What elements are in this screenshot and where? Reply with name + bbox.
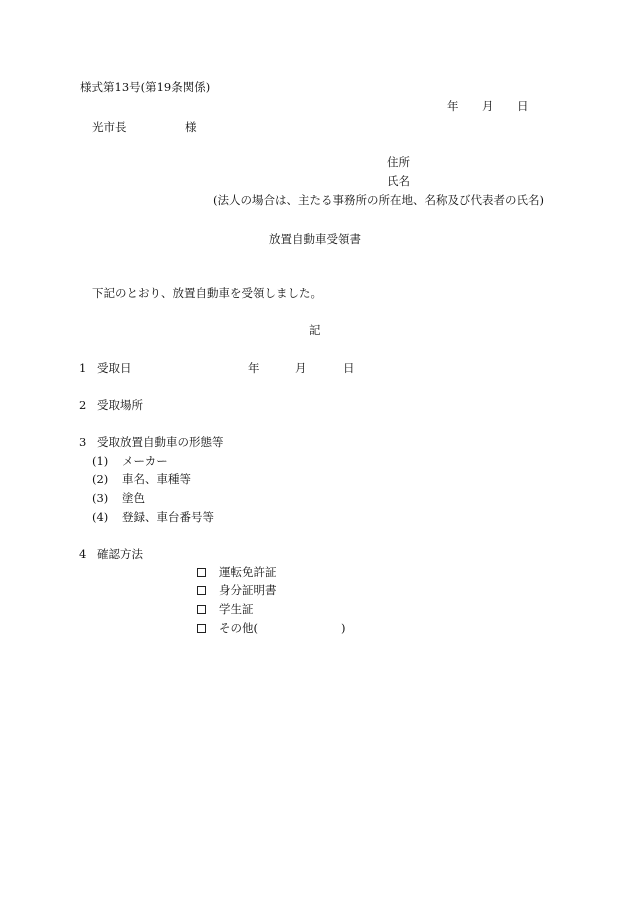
item3-label: 受取放置自動車の形態等 xyxy=(97,435,224,449)
item3-sub2-label: 車名、車種等 xyxy=(122,472,191,486)
item3-sub2-number: (2) xyxy=(92,472,109,486)
checkbox-drivers-license[interactable] xyxy=(197,568,206,577)
item2-number: 2 xyxy=(79,398,87,412)
option-drivers-license-label: 運転免許証 xyxy=(219,565,277,579)
recipient-name: 光市長 xyxy=(92,120,127,134)
item1-month-label: 月 xyxy=(295,361,307,375)
item4-number: 4 xyxy=(79,547,87,561)
option-id-certificate-label: 身分証明書 xyxy=(219,583,277,597)
item1-day-label: 日 xyxy=(343,361,355,375)
checkbox-other[interactable] xyxy=(197,624,206,633)
item4-label: 確認方法 xyxy=(97,547,143,561)
document-title: 放置自動車受領書 xyxy=(269,232,361,246)
date-year-label: 年 xyxy=(447,99,459,113)
ki-label: 記 xyxy=(309,323,321,337)
corporate-note: (法人の場合は、主たる事務所の所在地、名称及び代表者の氏名) xyxy=(213,193,544,207)
statement-text: 下記のとおり、放置自動車を受領しました。 xyxy=(92,286,322,300)
item3-sub4-label: 登録、車台番号等 xyxy=(122,510,214,524)
item3-sub4-number: (4) xyxy=(92,510,109,524)
item3-sub3-number: (3) xyxy=(92,491,109,505)
name-label: 氏名 xyxy=(387,174,410,188)
item2-label: 受取場所 xyxy=(97,398,143,412)
option-student-id-label: 学生証 xyxy=(219,602,254,616)
item3-sub3-label: 塗色 xyxy=(122,491,145,505)
date-month-label: 月 xyxy=(482,99,494,113)
item3-sub1-number: (1) xyxy=(92,454,109,468)
option-other-close-paren: ) xyxy=(341,621,346,635)
item1-number: 1 xyxy=(79,361,87,375)
item3-sub1-label: メーカー xyxy=(122,454,168,468)
checkbox-student-id[interactable] xyxy=(197,605,206,614)
item1-label: 受取日 xyxy=(97,361,132,375)
address-label: 住所 xyxy=(387,155,410,169)
checkbox-id-certificate[interactable] xyxy=(197,586,206,595)
form-number: 様式第13号(第19条関係) xyxy=(80,80,211,94)
option-other-label: その他( xyxy=(219,621,258,635)
recipient-honorific: 様 xyxy=(185,120,197,134)
item3-number: 3 xyxy=(79,435,87,449)
date-day-label: 日 xyxy=(517,99,529,113)
item1-year-label: 年 xyxy=(248,361,260,375)
